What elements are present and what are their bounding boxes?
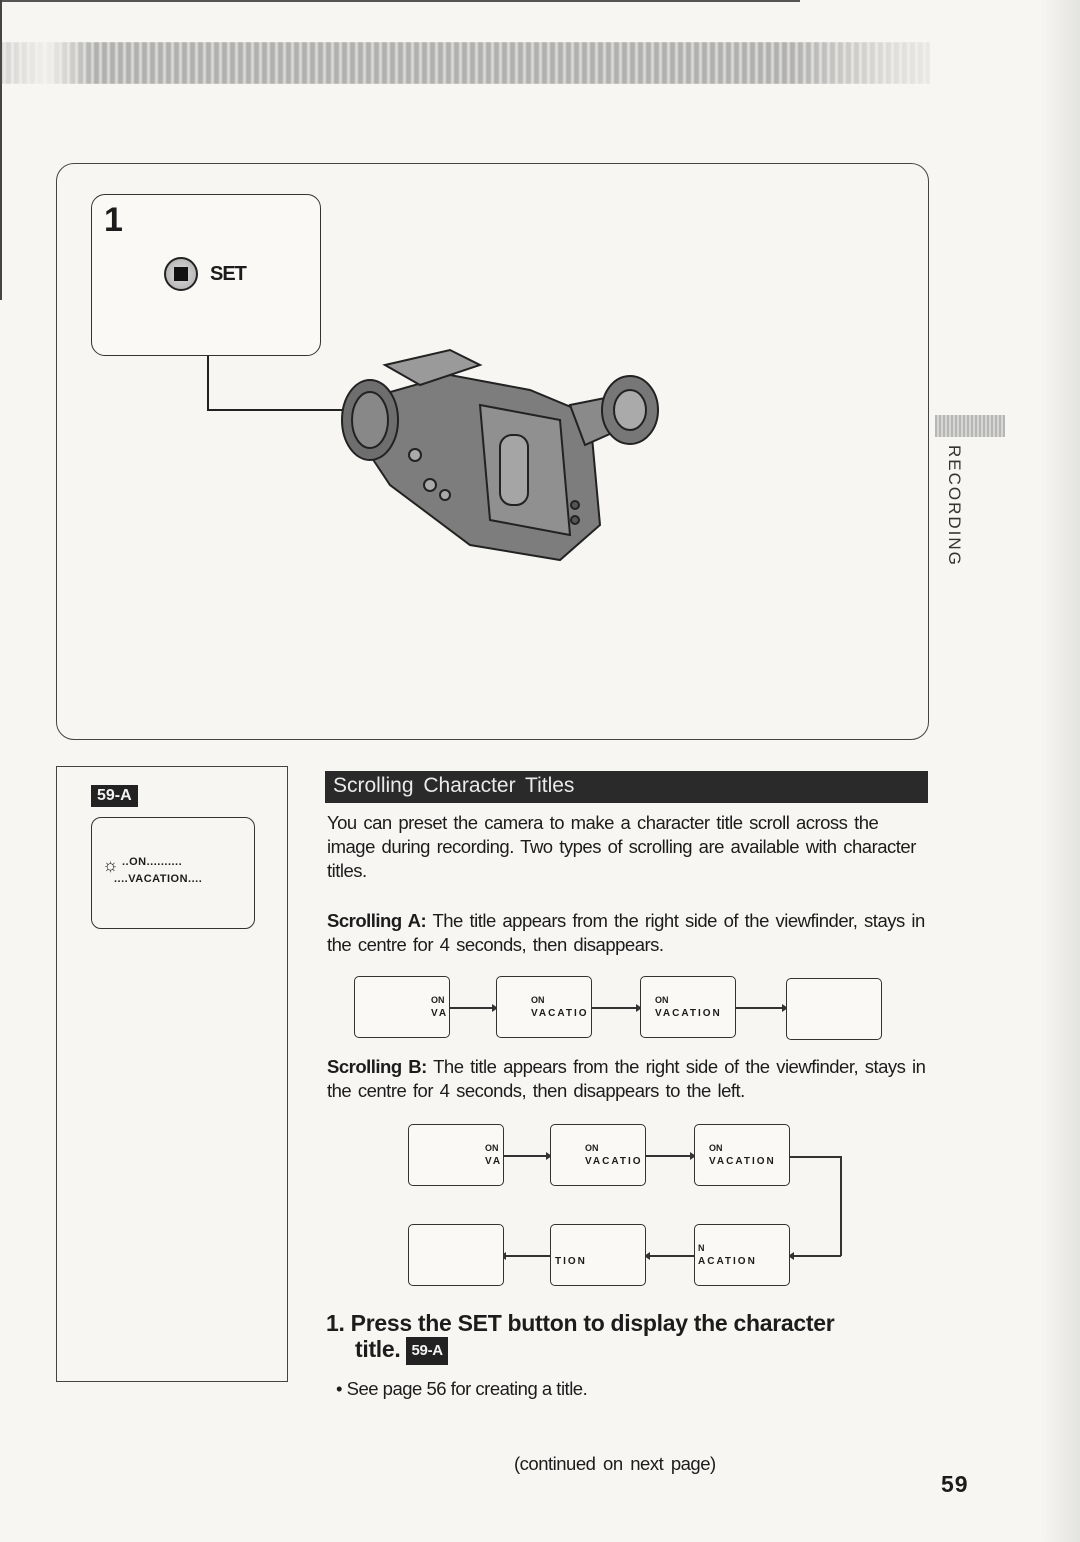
diagram-frame: [354, 976, 450, 1038]
section-tab-label: RECORDING: [945, 445, 964, 567]
frame-line2: VACATIO: [585, 1156, 643, 1167]
diagram-frame: [640, 976, 736, 1038]
viewfinder-screen: [91, 817, 255, 929]
frame-line1: ON: [709, 1143, 723, 1153]
arrow-right-icon: [503, 1155, 550, 1157]
scrolling-a-paragraph: [327, 909, 937, 957]
diagram-frame: [550, 1224, 646, 1286]
step-1-continuation: [326, 1336, 926, 1367]
frame-line2: VACATION: [709, 1156, 776, 1167]
frame-line2: TION: [555, 1256, 587, 1267]
reference-badge: 59-A: [91, 785, 138, 807]
frame-line2: ACATION: [698, 1256, 757, 1267]
step-callout-box: [91, 194, 321, 356]
frame-line2: VACATION: [655, 1008, 722, 1019]
frame-line1: ON: [585, 1143, 599, 1153]
arrow-right-icon: [646, 1155, 694, 1157]
frame-line1: ON: [431, 995, 445, 1005]
arrow-right-icon: [736, 1007, 786, 1009]
diagram-frame: [694, 1224, 790, 1286]
diagram-frame: [694, 1124, 790, 1186]
diagram-frame: [408, 1124, 504, 1186]
screen-line-on: ..ON..........: [122, 856, 183, 868]
scrolling-a-label: Scrolling A:: [327, 910, 427, 931]
frame-line1: ON: [531, 995, 545, 1005]
diagram-frame: [786, 978, 882, 1040]
arrow-right-icon: [592, 1007, 640, 1009]
frame-line1: ON: [485, 1143, 499, 1153]
diagram-frame: [408, 1224, 504, 1286]
intro-paragraph: You can preset the camera to make a character title scroll across the image during recording. Two types of scrolling are available with character titles.: [327, 812, 916, 881]
header-decorative-band: [0, 42, 930, 84]
arrow-left-icon: [646, 1255, 694, 1257]
connector-line: [840, 1156, 842, 1256]
callout-leader-line: [207, 356, 209, 410]
set-button-label: SET: [210, 263, 246, 285]
scrolling-b-paragraph: [327, 1055, 937, 1103]
frame-line2: VA: [431, 1008, 449, 1019]
frame-line1: N: [698, 1243, 705, 1253]
set-button-icon: [164, 257, 198, 291]
sun-icon: ☼: [102, 855, 119, 875]
step-1-text-cont: title.: [355, 1336, 401, 1362]
stop-square-icon: [174, 267, 188, 281]
frame-line1: ON: [655, 995, 669, 1005]
step-1-instruction: [326, 1310, 926, 1367]
camcorder-icon: [330, 335, 670, 565]
page-number: 59: [941, 1471, 969, 1497]
scan-shadow: [1040, 0, 1080, 1542]
section-title: Scrolling Character Titles: [325, 771, 928, 803]
frame-line2: VA: [485, 1156, 503, 1167]
scrolling-b-text: The title appears from the right side of the viewfinder, stays in the centre for 4 seconds, then disappears to the left.: [327, 1056, 926, 1101]
continued-note: (continued on next page): [514, 1453, 716, 1474]
step-number: 1: [104, 201, 123, 239]
step-1-text: 1. Press the SET button to display the character: [326, 1310, 835, 1336]
arrow-left-icon: [790, 1255, 841, 1257]
scan-top-rule: [0, 0, 800, 2]
connector-line: [790, 1156, 841, 1158]
diagram-frame: [550, 1124, 646, 1186]
diagram-frame: [496, 976, 592, 1038]
reference-badge: 59-A: [406, 1337, 447, 1365]
section-tab-marker: [935, 415, 1005, 437]
frame-line2: VACATIO: [531, 1008, 589, 1019]
scrolling-b-label: Scrolling B:: [327, 1056, 427, 1077]
bullet-note: • See page 56 for creating a title.: [336, 1378, 588, 1399]
reference-panel: [56, 766, 288, 1382]
screen-line-vacation: ....VACATION....: [114, 873, 203, 885]
arrow-right-icon: [450, 1007, 496, 1009]
arrow-left-icon: [502, 1255, 550, 1257]
scrolling-a-text: The title appears from the right side of the viewfinder, stays in the centre for 4 seconds, then disappears.: [327, 910, 925, 955]
